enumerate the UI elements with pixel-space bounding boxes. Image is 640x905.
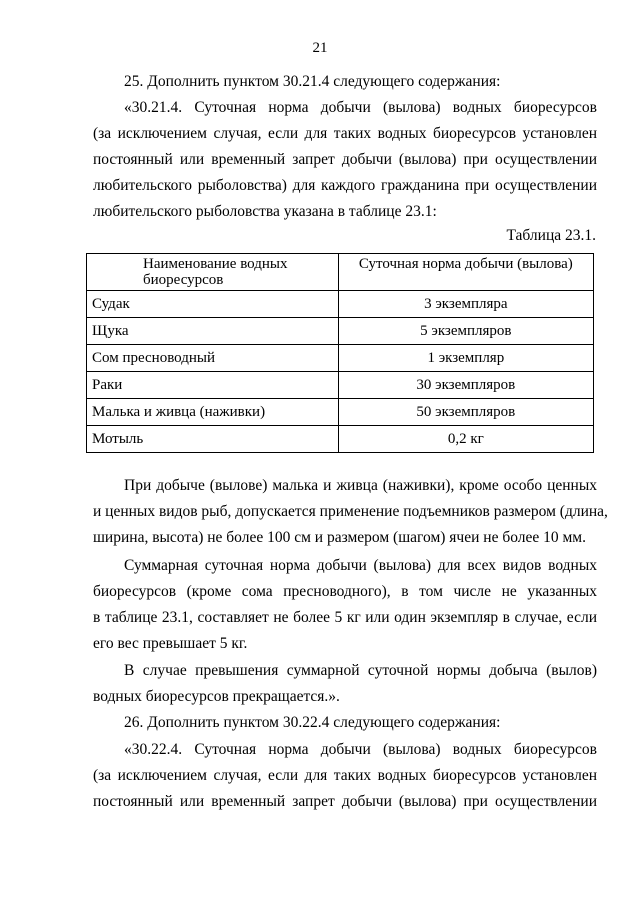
species-cell: Раки <box>87 372 339 399</box>
catch-norms-table <box>86 253 594 453</box>
table-header-row <box>87 254 594 291</box>
norm-cell: 5 экземпляров <box>338 318 593 345</box>
table-row <box>87 372 594 399</box>
item-25-line: любительского рыболовства указана в таблице 23.1: <box>93 203 437 220</box>
table-row <box>87 318 594 345</box>
body-line: его вес превышает 5 кг. <box>93 635 248 652</box>
column-header-norm: Суточная норма добычи (вылова) <box>338 254 593 291</box>
species-cell: Малька и живца (наживки) <box>87 399 339 426</box>
body-line: ширина, высота) не более 100 см и размером (шагом) ячеи не более 10 мм. <box>93 529 586 546</box>
norm-cell: 3 экземпляра <box>338 291 593 318</box>
body-line: В случае превышения суммарной суточной нормы добыча (вылов) <box>124 662 597 679</box>
norm-cell: 30 экземпляров <box>338 372 593 399</box>
item-25-line: любительского рыболовства) для каждого гражданина при осуществлении <box>93 177 597 194</box>
item-25-heading: 25. Дополнить пунктом 30.21.4 следующего содержания: <box>124 73 501 90</box>
item-26-line: «30.22.4. Суточная норма добычи (вылова) водных биоресурсов <box>124 741 597 758</box>
body-line: водных биоресурсов прекращается.». <box>93 688 340 705</box>
page-number: 21 <box>312 40 328 56</box>
norm-cell: 1 экземпляр <box>338 345 593 372</box>
species-cell: Сом пресноводный <box>87 345 339 372</box>
species-cell: Судак <box>87 291 339 318</box>
body-line: При добыче (вылове) малька и живца (наживки), кроме особо ценных <box>124 477 597 494</box>
species-cell: Мотыль <box>87 426 339 453</box>
item-26-heading: 26. Дополнить пунктом 30.22.4 следующего содержания: <box>124 714 501 731</box>
item-25-line: «30.21.4. Суточная норма добычи (вылова) водных биоресурсов <box>124 99 597 116</box>
column-header-species: Наименование водных биоресурсов <box>87 254 339 291</box>
norm-cell: 0,2 кг <box>338 426 593 453</box>
item-26-line: постоянный или временный запрет добычи (вылова) при осуществлении <box>93 793 597 810</box>
body-line: в таблице 23.1, составляет не более 5 кг или один экземпляр в случае, если <box>93 609 597 626</box>
body-line: биоресурсов (кроме сома пресноводного), в том числе не указанных <box>93 583 597 600</box>
item-25-line: постоянный или временный запрет добычи (вылова) при осуществлении <box>93 151 597 168</box>
item-25-line: (за исключением случая, если для таких водных биоресурсов установлен <box>93 125 597 142</box>
body-line: Суммарная суточная норма добычи (вылова) для всех видов водных <box>124 557 597 574</box>
norm-cell: 50 экземпляров <box>338 399 593 426</box>
table-row <box>87 426 594 453</box>
table-row <box>87 291 594 318</box>
item-26-line: (за исключением случая, если для таких водных биоресурсов установлен <box>93 767 597 784</box>
table-row <box>87 399 594 426</box>
body-line: и ценных видов рыб, допускается применение подъемников размером (длина, <box>93 503 608 520</box>
table-row <box>87 345 594 372</box>
species-cell: Щука <box>87 318 339 345</box>
table-caption: Таблица 23.1. <box>506 227 596 244</box>
